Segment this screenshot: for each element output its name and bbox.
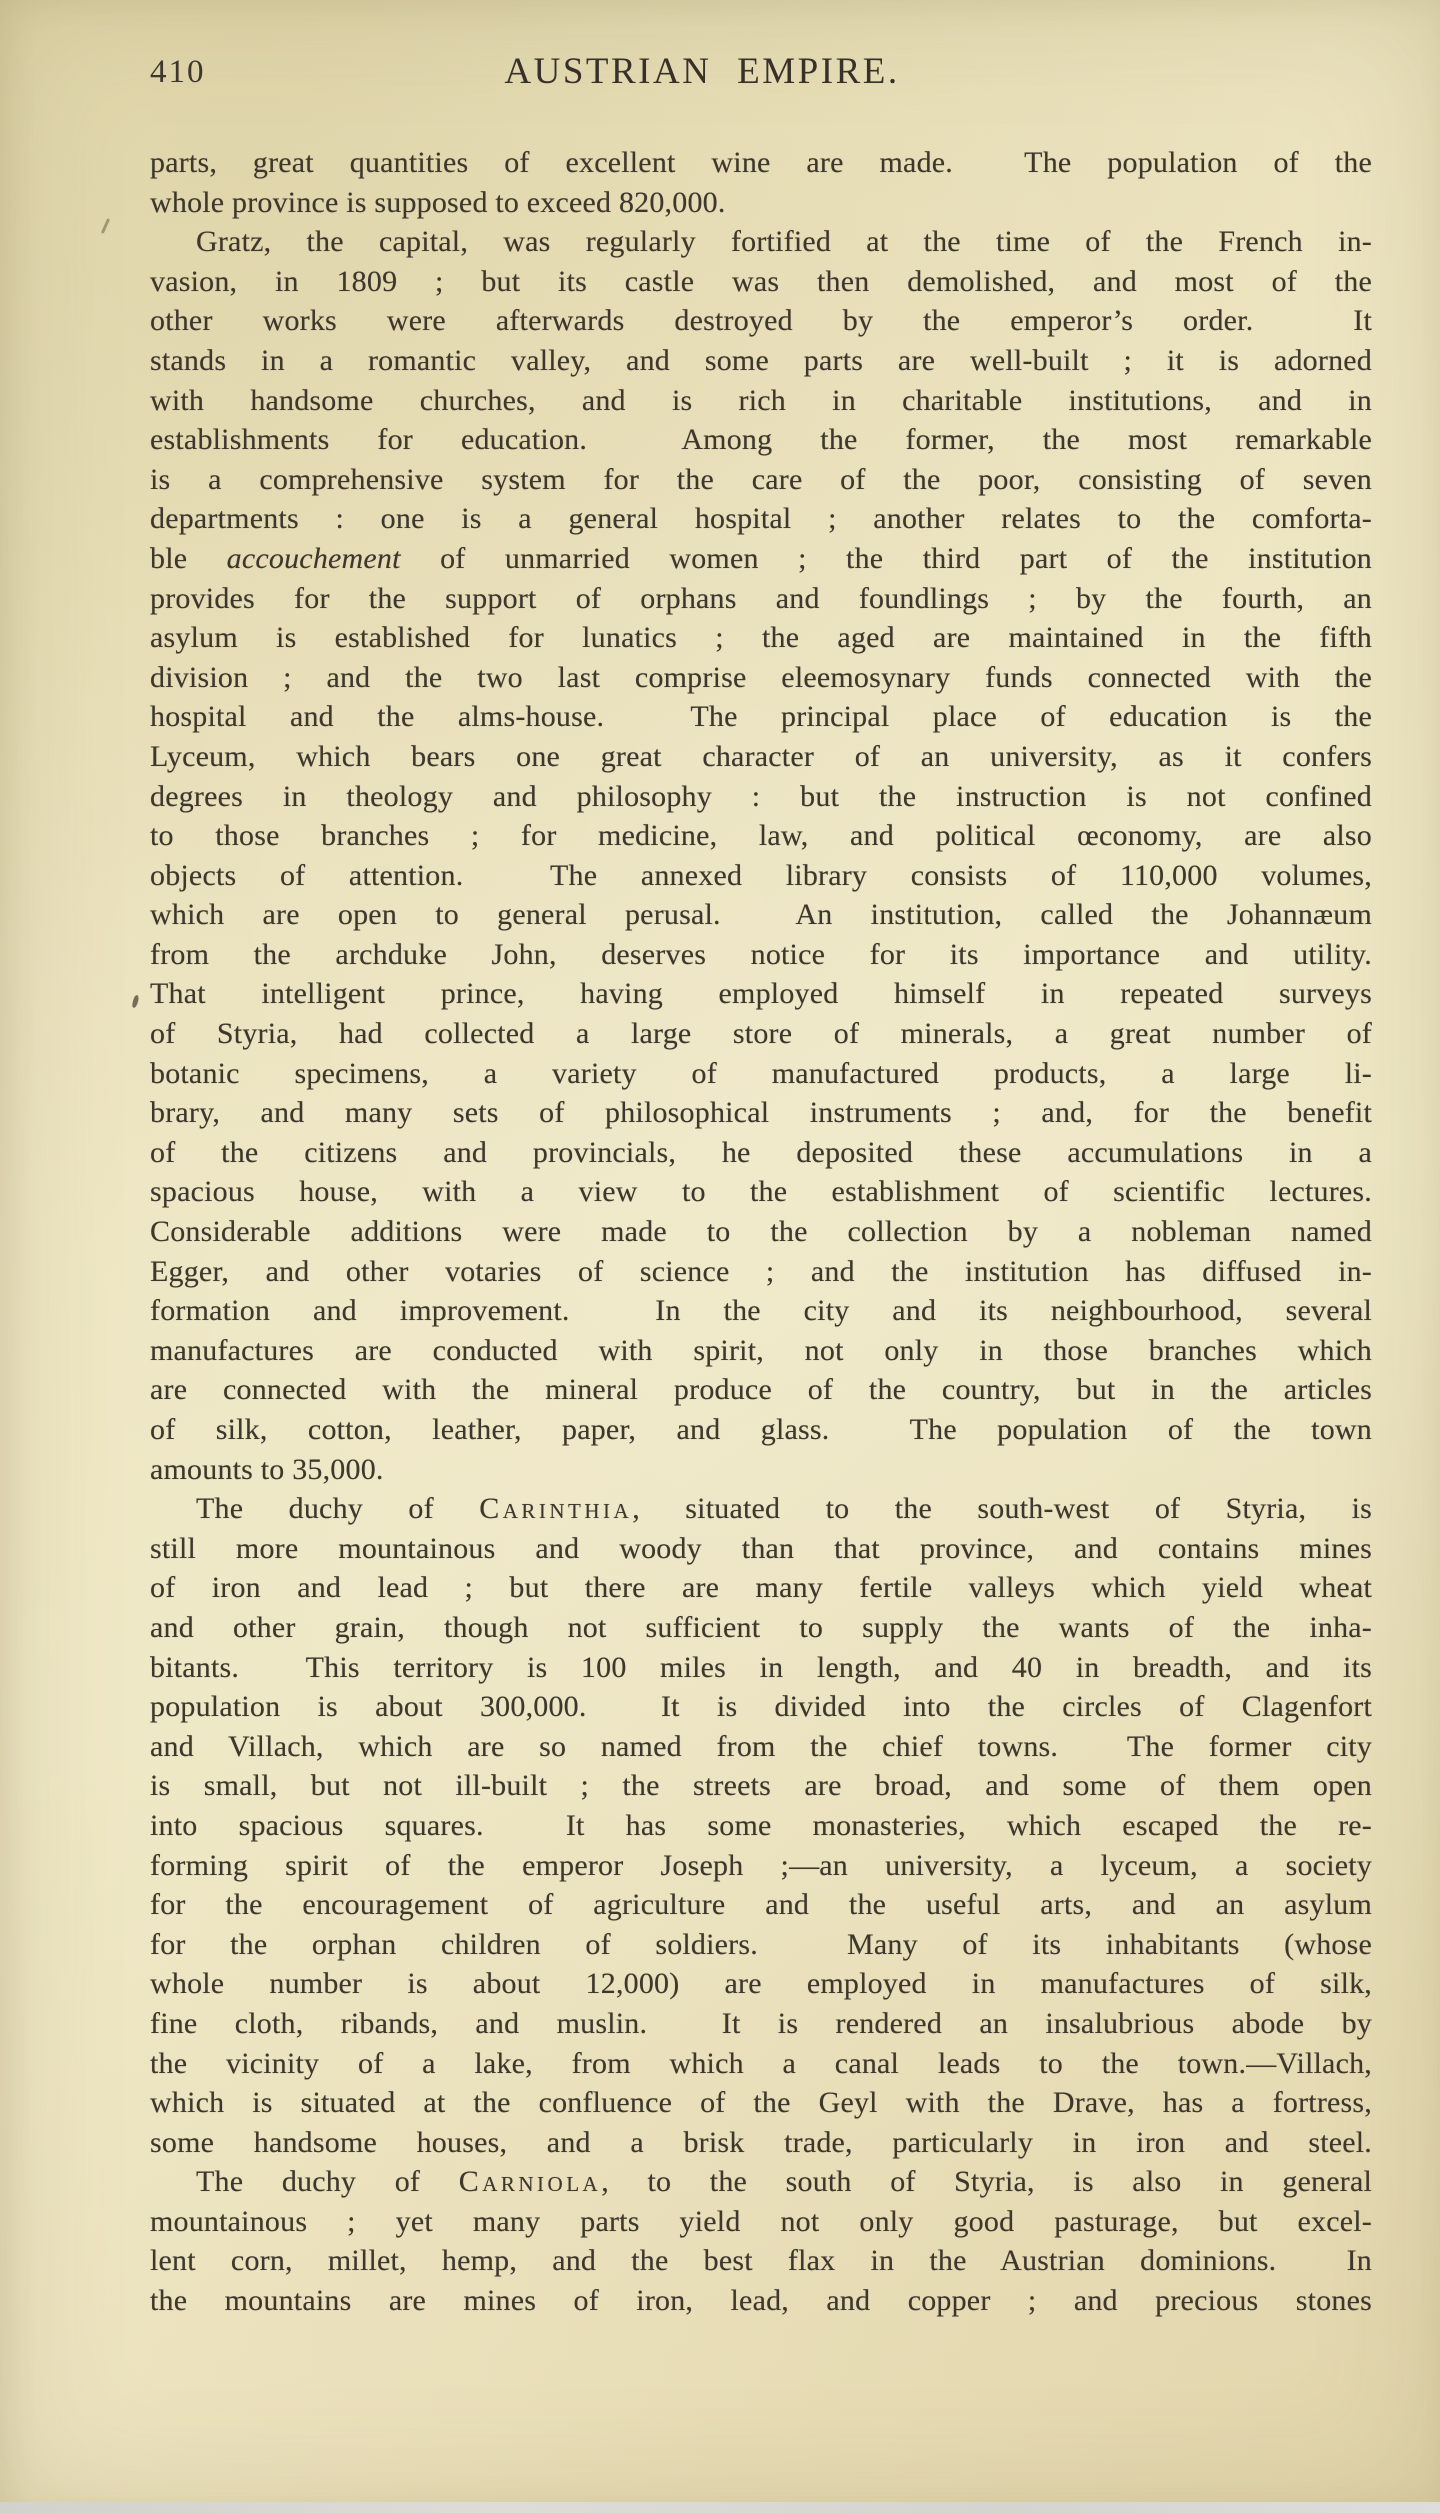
text-line: [150, 1410, 1372, 1450]
text-run: of Styria, had collected a large store of minerals, a great number of: [150, 1017, 1372, 1051]
text-line: [150, 1014, 1372, 1054]
text-line: [150, 1766, 1372, 1806]
text-line: [150, 579, 1372, 619]
text-line: [150, 420, 1372, 460]
text-line: [150, 935, 1372, 975]
text-run: parts, great quantities of excellent wine are made. The population of the: [150, 146, 1372, 179]
text-line: [150, 895, 1372, 935]
paragraph: [150, 143, 1372, 222]
text-line: [150, 737, 1372, 777]
text-line: [150, 1964, 1372, 2004]
text-run: and other grain, though not sufficient to supply the wants of the inha-: [150, 1610, 1372, 1644]
smallcaps-run: Carniola: [458, 2165, 602, 2199]
text-line: [150, 2083, 1372, 2123]
text-run: brary, and many sets of philosophical instruments ; and, for the benefit: [150, 1096, 1372, 1130]
text-line: [150, 2241, 1372, 2281]
text-line: [150, 856, 1372, 896]
text-line: [150, 539, 1372, 579]
text-line: [150, 1568, 1372, 1608]
text-run: The duchy of: [196, 1492, 480, 1526]
text-run: asylum is established for lunatics ; the aged are maintained in the fifth: [150, 621, 1372, 655]
text-run: for the orphan children of soldiers. Many of its inhabitants (whose: [150, 1927, 1372, 1961]
text-run: Egger, and other votaries of science ; and the institution has diffused in-: [150, 1254, 1372, 1288]
text-line: [150, 341, 1372, 381]
text-line: [150, 1370, 1372, 1410]
text-line: [150, 1093, 1372, 1133]
text-run: into spacious squares. It has some monasteries, which escaped the re-: [150, 1808, 1372, 1842]
text-run: , to the south of Styria, is also in general: [601, 2165, 1372, 2199]
paragraph: [150, 1489, 1372, 2162]
text-run: fine cloth, ribands, and muslin. It is rendered an insalubrious abode by: [150, 2006, 1372, 2040]
text-line: [150, 1727, 1372, 1767]
text-line: [150, 1291, 1372, 1331]
text-run: lent corn, millet, hemp, and the best flax in the Austrian dominions. In: [150, 2244, 1372, 2278]
text-run: whole number is about 12,000) are employed in manufactures of silk,: [150, 1967, 1372, 2001]
text-run: That intelligent prince, having employed himself in repeated surveys: [150, 977, 1372, 1011]
text-run: the mountains are mines of iron, lead, and copper ; and precious stones: [150, 2284, 1372, 2318]
text-run: which is situated at the confluence of the Geyl with the Drave, has a fortress,: [150, 2086, 1372, 2120]
text-line: [150, 499, 1372, 539]
text-run: some handsome houses, and a brisk trade, particularly in iron and steel.: [150, 2125, 1372, 2159]
text-run: Considerable additions were made to the collection by a nobleman named: [150, 1215, 1372, 1249]
text-run: other works were afterwards destroyed by the emperor’s order. It: [150, 304, 1372, 338]
text-run: botanic specimens, a variety of manufactured products, a large li-: [150, 1056, 1372, 1090]
text-run: is a comprehensive system for the care of the poor, consisting of seven: [150, 462, 1372, 496]
text-line: [150, 262, 1372, 302]
text-run: are connected with the mineral produce of the country, but in the articles: [150, 1373, 1372, 1407]
text-line: [150, 1529, 1372, 1569]
text-run: forming spirit of the emperor Joseph ;—an university, a lyceum, a society: [150, 1848, 1372, 1882]
text-run: is small, but not ill-built ; the streets are broad, and some of them open: [150, 1769, 1372, 1803]
text-run: mountainous ; yet many parts yield not only good pasturage, but excel-: [150, 2204, 1372, 2238]
text-line: [150, 1885, 1372, 1925]
scan-speck: [101, 218, 110, 234]
text-line: [150, 777, 1372, 817]
text-line: [150, 1331, 1372, 1371]
text-run: bitants. This territory is 100 miles in length, and 40 in breadth, and its: [150, 1650, 1372, 1684]
text-line: [150, 816, 1372, 856]
text-run: which are open to general perusal. An institution, called the Johannæum: [150, 898, 1372, 932]
text-run: provides for the support of orphans and foundlings ; by the fourth, an: [150, 581, 1372, 615]
text-line: [150, 1846, 1372, 1886]
scan-edge-bottom: [0, 2502, 1440, 2513]
text-line: [150, 143, 1372, 183]
smallcaps-run: Carinthia: [479, 1492, 633, 1526]
text-run: hospital and the alms-house. The principal place of education is the: [150, 700, 1372, 734]
text-run: to those branches ; for medicine, law, and political œconomy, are also: [150, 819, 1372, 853]
text-line: [150, 381, 1372, 421]
text-line: [150, 1133, 1372, 1173]
text-run: The duchy of: [196, 2165, 459, 2199]
text-line: [150, 974, 1372, 1014]
text-run: still more mountainous and woody than that province, and contains mines: [150, 1531, 1372, 1565]
text-run: establishments for education. Among the former, the most remarkable: [150, 423, 1372, 457]
text-line: [150, 697, 1372, 737]
text-run: stands in a romantic valley, and some parts are well-built ; it is adorned: [150, 343, 1372, 377]
text-run: the vicinity of a lake, from which a canal leads to the town.—Villach,: [150, 2046, 1372, 2080]
text-line: [150, 2004, 1372, 2044]
text-run: formation and improvement. In the city and its neighbourhood, several: [150, 1294, 1372, 1328]
text-line: [150, 1648, 1372, 1688]
text-run: for the encouragement of agriculture and the useful arts, and an asylum: [150, 1888, 1372, 1922]
paragraph: [150, 2162, 1372, 2320]
text-run: departments : one is a general hospital ; another relates to the comforta-: [150, 502, 1372, 536]
text-run: whole province is supposed to exceed 820,000.: [150, 185, 726, 219]
text-line: [150, 2162, 1372, 2202]
text-line: [150, 222, 1372, 262]
text-run: and Villach, which are so named from the chief towns. The former city: [150, 1729, 1372, 1763]
page-number: 410: [150, 54, 206, 90]
text-run: amounts to 35,000.: [150, 1452, 384, 1486]
text-line: [150, 618, 1372, 658]
text-run: of iron and lead ; but there are many fertile valleys which yield wheat: [150, 1571, 1372, 1605]
text-run: of the citizens and provincials, he deposited these accumulations in a: [150, 1135, 1372, 1169]
text-run: division ; and the two last comprise eleemosynary funds connected with the: [150, 660, 1372, 694]
text-run: Lyceum, which bears one great character of an university, as it confers: [150, 739, 1372, 773]
text-line: [150, 2123, 1372, 2163]
paragraph: [150, 222, 1372, 1489]
text-line: [150, 1806, 1372, 1846]
page-title: AUSTRIAN EMPIRE.: [504, 51, 900, 92]
scan-speck: [132, 995, 140, 1009]
text-run: manufactures are conducted with spirit, not only in those branches which: [150, 1333, 1372, 1367]
italic-run: accouchement: [226, 541, 401, 575]
text-line: [150, 1212, 1372, 1252]
text-line: [150, 1172, 1372, 1212]
text-line: [150, 1054, 1372, 1094]
text-run: vasion, in 1809 ; but its castle was then demolished, and most of the: [150, 264, 1372, 298]
text-line: [150, 1489, 1372, 1529]
text-run: of silk, cotton, leather, paper, and glass. The population of the town: [150, 1413, 1372, 1446]
text-line: [150, 460, 1372, 500]
text-line: [150, 658, 1372, 698]
text-run: degrees in theology and philosophy : but the instruction is not confined: [150, 779, 1372, 813]
text-line: [150, 1687, 1372, 1727]
text-line: [150, 1252, 1372, 1292]
text-line: [150, 1450, 1372, 1490]
text-line: [150, 183, 1372, 223]
body-text: [150, 143, 1372, 2321]
text-run: ble: [150, 541, 227, 575]
text-run: objects of attention. The annexed library consists of 110,000 volumes,: [150, 858, 1372, 892]
text-line: [150, 1925, 1372, 1965]
text-run: Gratz, the capital, was regularly fortified at the time of the French in-: [196, 225, 1372, 259]
text-run: spacious house, with a view to the establishment of scientific lectures.: [150, 1175, 1372, 1209]
text-run: from the archduke John, deserves notice for its importance and utility.: [150, 937, 1372, 971]
text-run: population is about 300,000. It is divided into the circles of Clagenfort: [150, 1690, 1372, 1724]
text-run: with handsome churches, and is rich in charitable institutions, and in: [150, 383, 1372, 417]
text-line: [150, 2044, 1372, 2084]
text-run: of unmarried women ; the third part of the institution: [400, 541, 1372, 575]
text-line: [150, 2281, 1372, 2321]
text-line: [150, 1608, 1372, 1648]
text-run: , situated to the south-west of Styria, is: [632, 1492, 1372, 1526]
text-line: [150, 2202, 1372, 2242]
text-line: [150, 301, 1372, 341]
